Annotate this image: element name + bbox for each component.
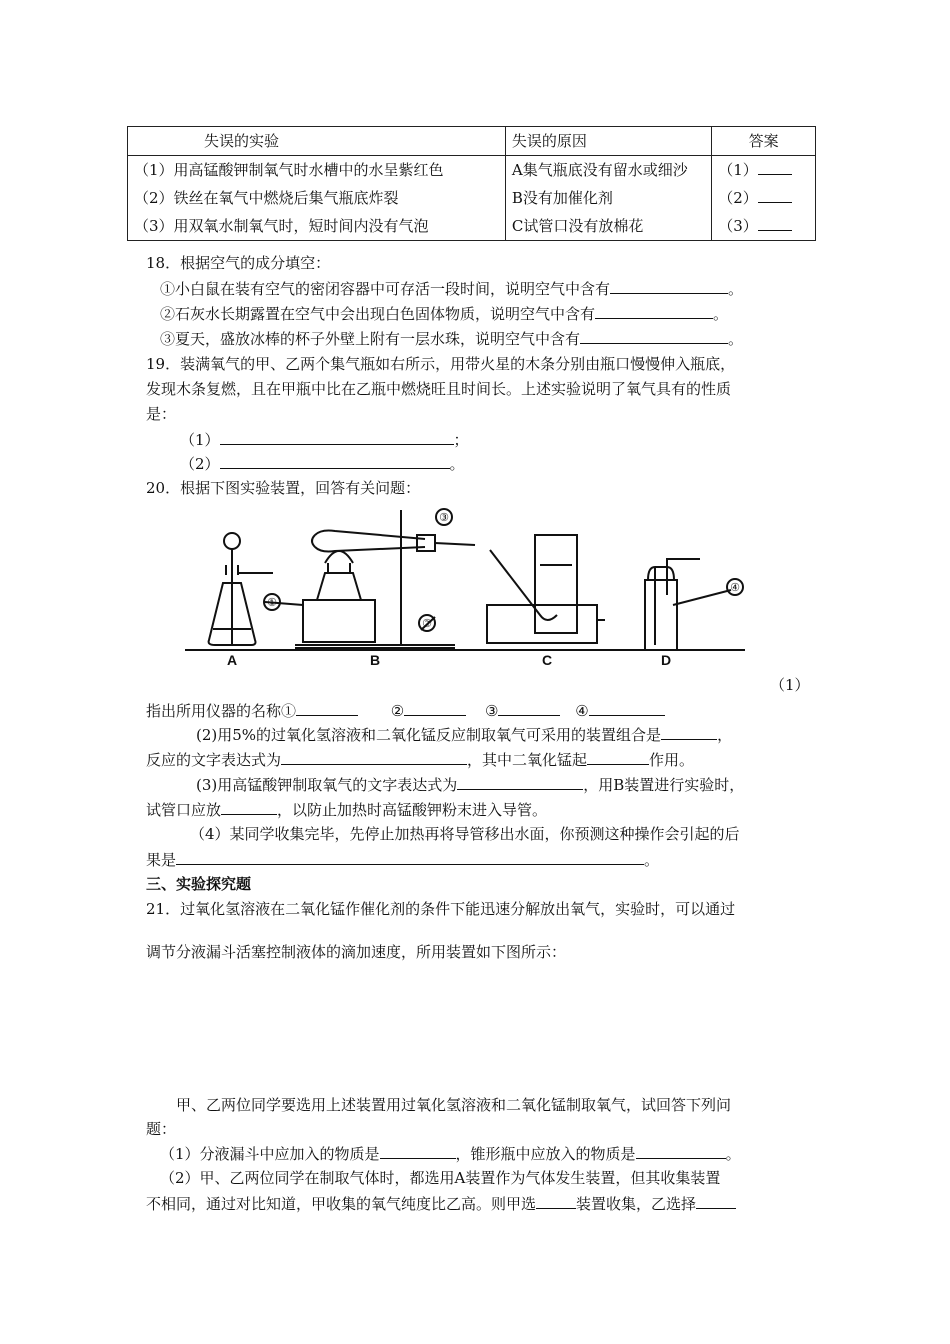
q18-title: 18．根据空气的成分填空：: [146, 254, 331, 272]
label-n2: ②: [422, 618, 432, 630]
apparatus-c: [487, 535, 605, 643]
q21-part2-a: （2）甲、乙两位同学在制取气体时，都选用A装置作为气体发生装置，但其收集装置: [160, 1169, 721, 1187]
reason-b: B没有加催化剂: [511, 189, 613, 207]
apparatus-d: [645, 559, 731, 650]
q20-part3-b: 试管口应放 ，以防止加热时高锰酸钾粉末进入导管。: [146, 801, 548, 819]
reasons-cell: [505, 156, 711, 241]
q19-line-2: 发现木条复燃，且在甲瓶中比在乙瓶中燃烧旺且时间长。上述实验说明了氧气具有的性质: [146, 380, 732, 398]
q20-blank-expression[interactable]: [281, 749, 467, 765]
header-experiment: 失误的实验: [128, 127, 506, 156]
q21-line-1: 21．过氧化氢溶液在二氧化锰作催化剂的条件下能迅速分解放出氧气，实验时，可以通过: [146, 900, 736, 918]
reason-c: C试管口没有放棉花: [511, 217, 644, 235]
q21-line-4: 题：: [146, 1120, 177, 1138]
q20-blank-n4[interactable]: [589, 700, 665, 716]
q19-line-3: 是：: [146, 405, 177, 423]
section-3-heading: 三、实验探究题: [146, 875, 252, 893]
q20-part4-b: 果是 。: [146, 851, 660, 869]
q20-part1-number: （1）: [770, 676, 810, 694]
q20-blank-n1[interactable]: [296, 700, 358, 716]
q18-blank-2[interactable]: [595, 303, 713, 319]
q21-blank-flask[interactable]: [636, 1143, 726, 1159]
apparatus-a: [209, 533, 273, 645]
apparatus-diagram: [185, 505, 745, 670]
q18-item-1: ①小白鼠在装有空气的密闭容器中可存活一段时间，说明空气中含有 。: [160, 280, 744, 298]
q20-part2-b: 反应的文字表达式为 ，其中二氧化锰起 作用。: [146, 751, 695, 769]
label-d: D: [660, 652, 672, 668]
q18-item-3: ③夏天，盛放冰棒的杯子外壁上附有一层水珠，说明空气中含有 。: [160, 330, 744, 348]
q20-blank-role[interactable]: [587, 749, 649, 765]
q20-blank-tube-mouth[interactable]: [221, 799, 277, 815]
q21-line-2: 调节分液漏斗活塞控制液体的滴加速度，所用装置如下图所示：: [146, 943, 567, 961]
answer-3-blank[interactable]: [758, 215, 792, 231]
label-c: C: [541, 652, 553, 668]
q20-part1: 指出所用仪器的名称① ② ③ ④: [146, 700, 665, 721]
label-n1: ①: [267, 597, 277, 609]
q19-answer-2: （2） 。: [180, 455, 465, 473]
label-a: A: [226, 652, 238, 668]
q20-part3-a: (3)用高锰酸钾制取氧气的文字表达式为 ，用B装置进行实验时，: [196, 776, 745, 794]
q19-answer-1: （1） ；: [180, 431, 469, 449]
experiment-2: （2）铁丝在氧气中燃烧后集气瓶底炸裂: [134, 189, 399, 207]
label-n4: ④: [730, 582, 740, 594]
q18-item-2: ②石灰水长期露置在空气中会出现白色固体物质，说明空气中含有 。: [160, 305, 729, 323]
q19-blank-2[interactable]: [220, 453, 450, 469]
answer-3: （3）: [718, 212, 809, 240]
experiment-1: （1）用高锰酸钾制氧气时水槽中的水呈紫红色: [134, 161, 444, 179]
q21-part1: （1）分液漏斗中应加入的物质是 ，锥形瓶中应放入的物质是 。: [160, 1145, 741, 1163]
q18-blank-3[interactable]: [580, 328, 728, 344]
q21-blank-yi[interactable]: [696, 1193, 736, 1209]
q20-blank-n3[interactable]: [498, 700, 560, 716]
q20-blank-kmno4[interactable]: [457, 774, 583, 790]
q21-line-3: 甲、乙两位同学要选用上述装置用过氧化氢溶液和二氧化锰制取氧气，试回答下列问: [176, 1096, 732, 1114]
q20-title: 20．根据下图实验装置，回答有关问题：: [146, 479, 421, 497]
q19-blank-1[interactable]: [220, 429, 454, 445]
label-n3: ③: [439, 512, 449, 524]
q20-blank-n2[interactable]: [404, 700, 466, 716]
q18-blank-1[interactable]: [610, 278, 728, 294]
q21-blank-funnel[interactable]: [380, 1143, 456, 1159]
experiments-cell: [128, 156, 506, 241]
apparatus-b: [265, 510, 475, 648]
q21-part2-b: 不相同，通过对比知道，甲收集的氧气纯度比乙高。则甲选 装置收集，乙选择: [146, 1193, 736, 1214]
q20-blank-combination[interactable]: [661, 724, 717, 740]
q20-blank-consequence[interactable]: [176, 849, 644, 865]
answer-2: （2）: [718, 184, 809, 212]
experiment-3: （3）用双氧水制氧气时，短时间内没有气泡: [134, 217, 429, 235]
q20-part2-a: (2)用5%的过氧化氢溶液和二氧化锰反应制取氧气可采用的装置组合是 ，: [196, 726, 733, 744]
answers-cell: [712, 156, 816, 241]
answer-1-blank[interactable]: [758, 159, 792, 175]
answer-2-blank[interactable]: [758, 187, 792, 203]
q20-part4-a: （4）某同学收集完毕，先停止加热再将导管移出水面，你预测这种操作会引起的后: [190, 825, 740, 843]
q21-blank-jia[interactable]: [536, 1193, 576, 1209]
label-b: B: [369, 652, 381, 668]
header-answer: 答案: [712, 127, 816, 156]
q19-line-1: 19．装满氧气的甲、乙两个集气瓶如右所示，用带火星的木条分别由瓶口慢慢伸入瓶底，: [146, 355, 736, 373]
error-table: [127, 126, 816, 241]
header-reason: 失误的原因: [505, 127, 711, 156]
answer-1: （1）: [718, 156, 809, 184]
reason-a: A集气瓶底没有留水或细沙: [511, 161, 688, 179]
